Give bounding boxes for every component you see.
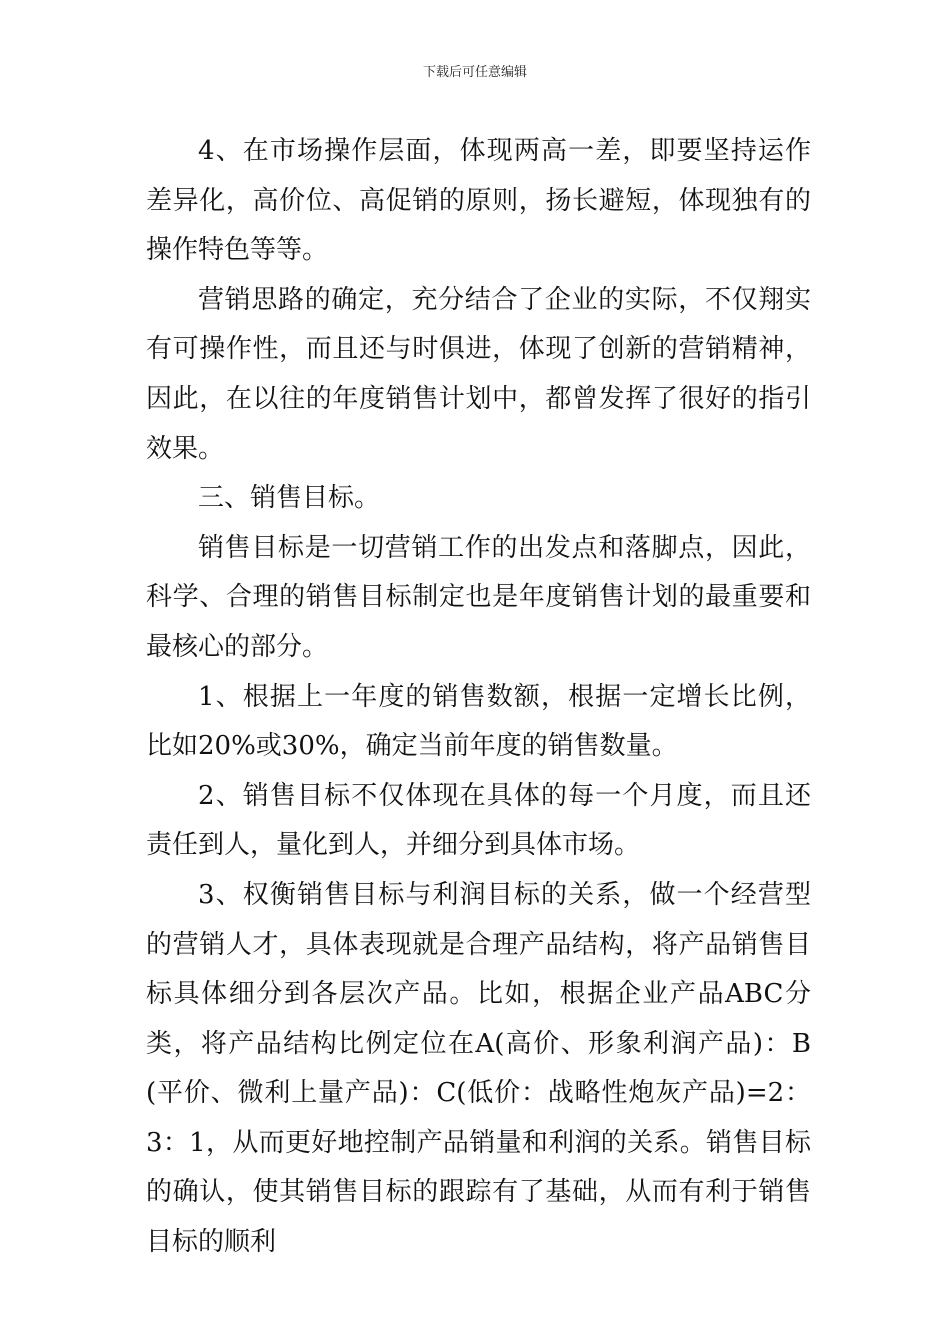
section-heading-sales-target: 三、销售目标。 — [198, 483, 381, 514]
document-body — [146, 127, 811, 1268]
paragraph-point-3: 3、权衡销售目标与利润目标的关系，做一个经营型的营销人才，具体表现就是合理产品结构，将产品销售目标具体细分到各层次产品。比如，根据企业产品ABC分类，将产品结构比例定位在A(高价、形象利润产品)：B(平价、微利上量产品)：C(低价：战略性炮灰产品)=2：3：1，从而更好地控制产品销量和利润的关系。销售目标的确认，使其销售目标的跟踪有了基础，从而有利于销售目标的顺利 — [146, 879, 811, 1258]
paragraph-market-operation: 4、在市场操作层面，体现两高一差，即要坚持运作差异化，高价位、高促销的原则，扬长避短，体现独有的操作特色等等。 — [146, 136, 811, 266]
paragraph-marketing-approach: 营销思路的确定，充分结合了企业的实际，不仅翔实有可操作性，而且还与时俱进，体现了创新的营销精神，因此，在以往的年度销售计划中，都曾发挥了很好的指引效果。 — [146, 284, 811, 464]
paragraph-point-2: 2、销售目标不仅体现在具体的每一个月度，而且还责任到人，量化到人，并细分到具体市场。 — [146, 780, 811, 861]
page-header: 下载后可任意编辑 — [422, 65, 527, 80]
paragraph-sales-target-intro: 销售目标是一切营销工作的出发点和落脚点，因此，科学、合理的销售目标制定也是年度销售计划的最重要和最核心的部分。 — [146, 532, 811, 662]
paragraph-point-1: 1、根据上一年度的销售数额，根据一定增长比例，比如20%或30%，确定当前年度的销售数量。 — [146, 681, 811, 762]
